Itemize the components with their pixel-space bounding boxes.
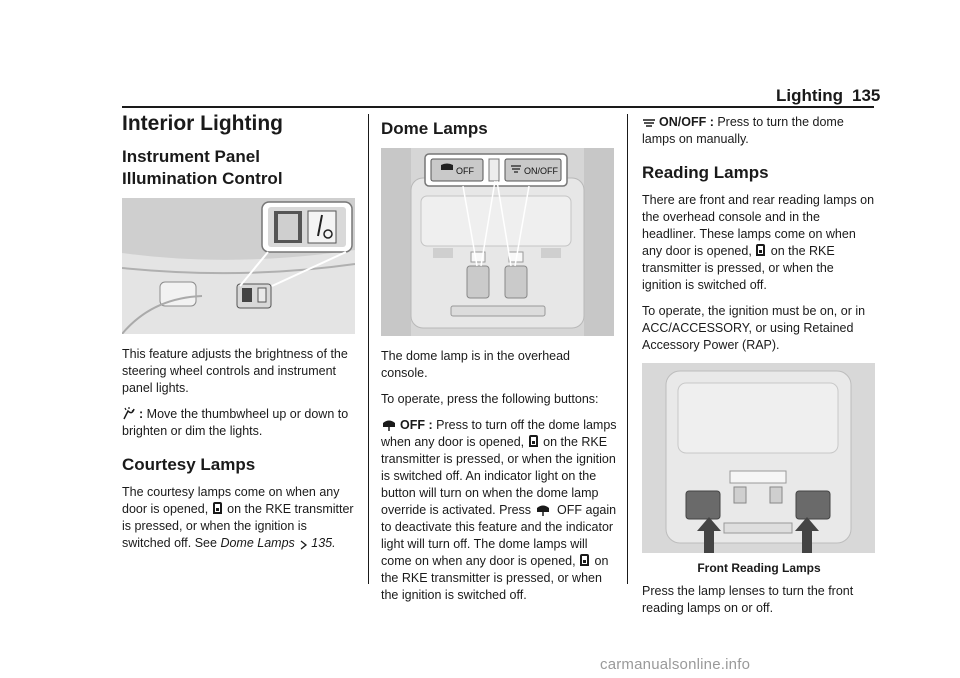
reading-lamps-press: Press the lamp lenses to turn the front reading lamps on or off. [642,584,854,615]
page-number: 135 [852,86,881,105]
courtesy-desc: The courtesy lamps come on when any door is opened, on the RKE transmitter is pressed, or when the ignition is switched off. See Dome Lamps 135. [122,485,354,550]
reading-lamps-desc: There are front and rear reading lamps on the overhead console and in the headliner. These lamps come on when any door is opened, on the RKE transmitter is pressed, or when the ignition is switched off. [642,193,875,292]
dome-lamp-operate: To operate, press the following buttons: [381,392,599,406]
onoff-label: ON/OFF : [659,115,714,129]
reading-lamps-operate: To operate, the ignition must be on, or in ACC/ACCESSORY, or using Retained Accessory Power (RAP). [642,304,866,352]
rke-key-icon-2 [529,435,538,447]
dome-off-icon-inline [535,503,551,517]
figure-caption: Front Reading Lamps [697,561,821,575]
dome-onoff-icon [642,117,656,129]
thumbwheel-desc [122,406,358,440]
thumbwheel-label: : [139,407,144,421]
instrument-panel-figure [122,198,355,334]
column-2 [381,112,617,613]
page-ref-icon [298,540,308,550]
dome-lamps-link[interactable]: Dome Lamps [220,536,295,550]
instrument-panel-heading: Instrument Panel Illumination Control [122,147,283,188]
section-title: Interior Lighting [122,112,283,135]
dome-lamps-heading: Dome Lamps [381,119,488,138]
dome-off-desc: OFF : Press to turn off the dome lamps when any door is opened, on the RKE transmitter is pressed, or when the ignition is switched off. An indicator light on the button will turn on when the dome lamp override is activated. Press OFF again to deactivate this feature and the indicator light will turn off. The dome lamps will come on when any door is opened, on the RKE transmitter is pressed, or when the ignition is switched off. [381,418,617,602]
dome-off-icon [381,418,397,432]
brightness-icon [122,407,136,421]
reading-lamps-heading: Reading Lamps [642,163,769,182]
page-header-section: Lighting [776,86,844,105]
dome-onoff-desc: ON/OFF : Press to turn the dome lamps on manually. [642,115,844,146]
instrument-panel-desc: This feature adjusts the brightness of the steering wheel controls and instrument panel lights. [122,347,348,395]
header-rule [122,106,874,108]
thumbwheel-text: Move the thumbwheel up or down to brighten or dim the lights. [122,407,349,438]
off-label: OFF : [400,418,433,432]
dome-lamps-figure [381,148,614,336]
column-divider-2 [627,114,628,584]
rke-key-icon [213,502,222,514]
rke-key-icon-3 [580,554,589,566]
watermark: carmanualsonline.info [600,656,751,673]
fig-off-label: OFF [456,166,474,176]
column-3 [642,112,876,626]
fig-onoff-label: ON/OFF [524,166,558,176]
rke-key-icon-4 [756,244,765,256]
dome-lamps-page[interactable]: 135. [311,536,336,550]
courtesy-heading: Courtesy Lamps [122,455,256,474]
column-1 [122,112,358,561]
reading-lamps-figure [642,363,875,553]
dome-lamp-location: The dome lamp is in the overhead console. [381,349,570,380]
column-divider-1 [368,114,369,584]
